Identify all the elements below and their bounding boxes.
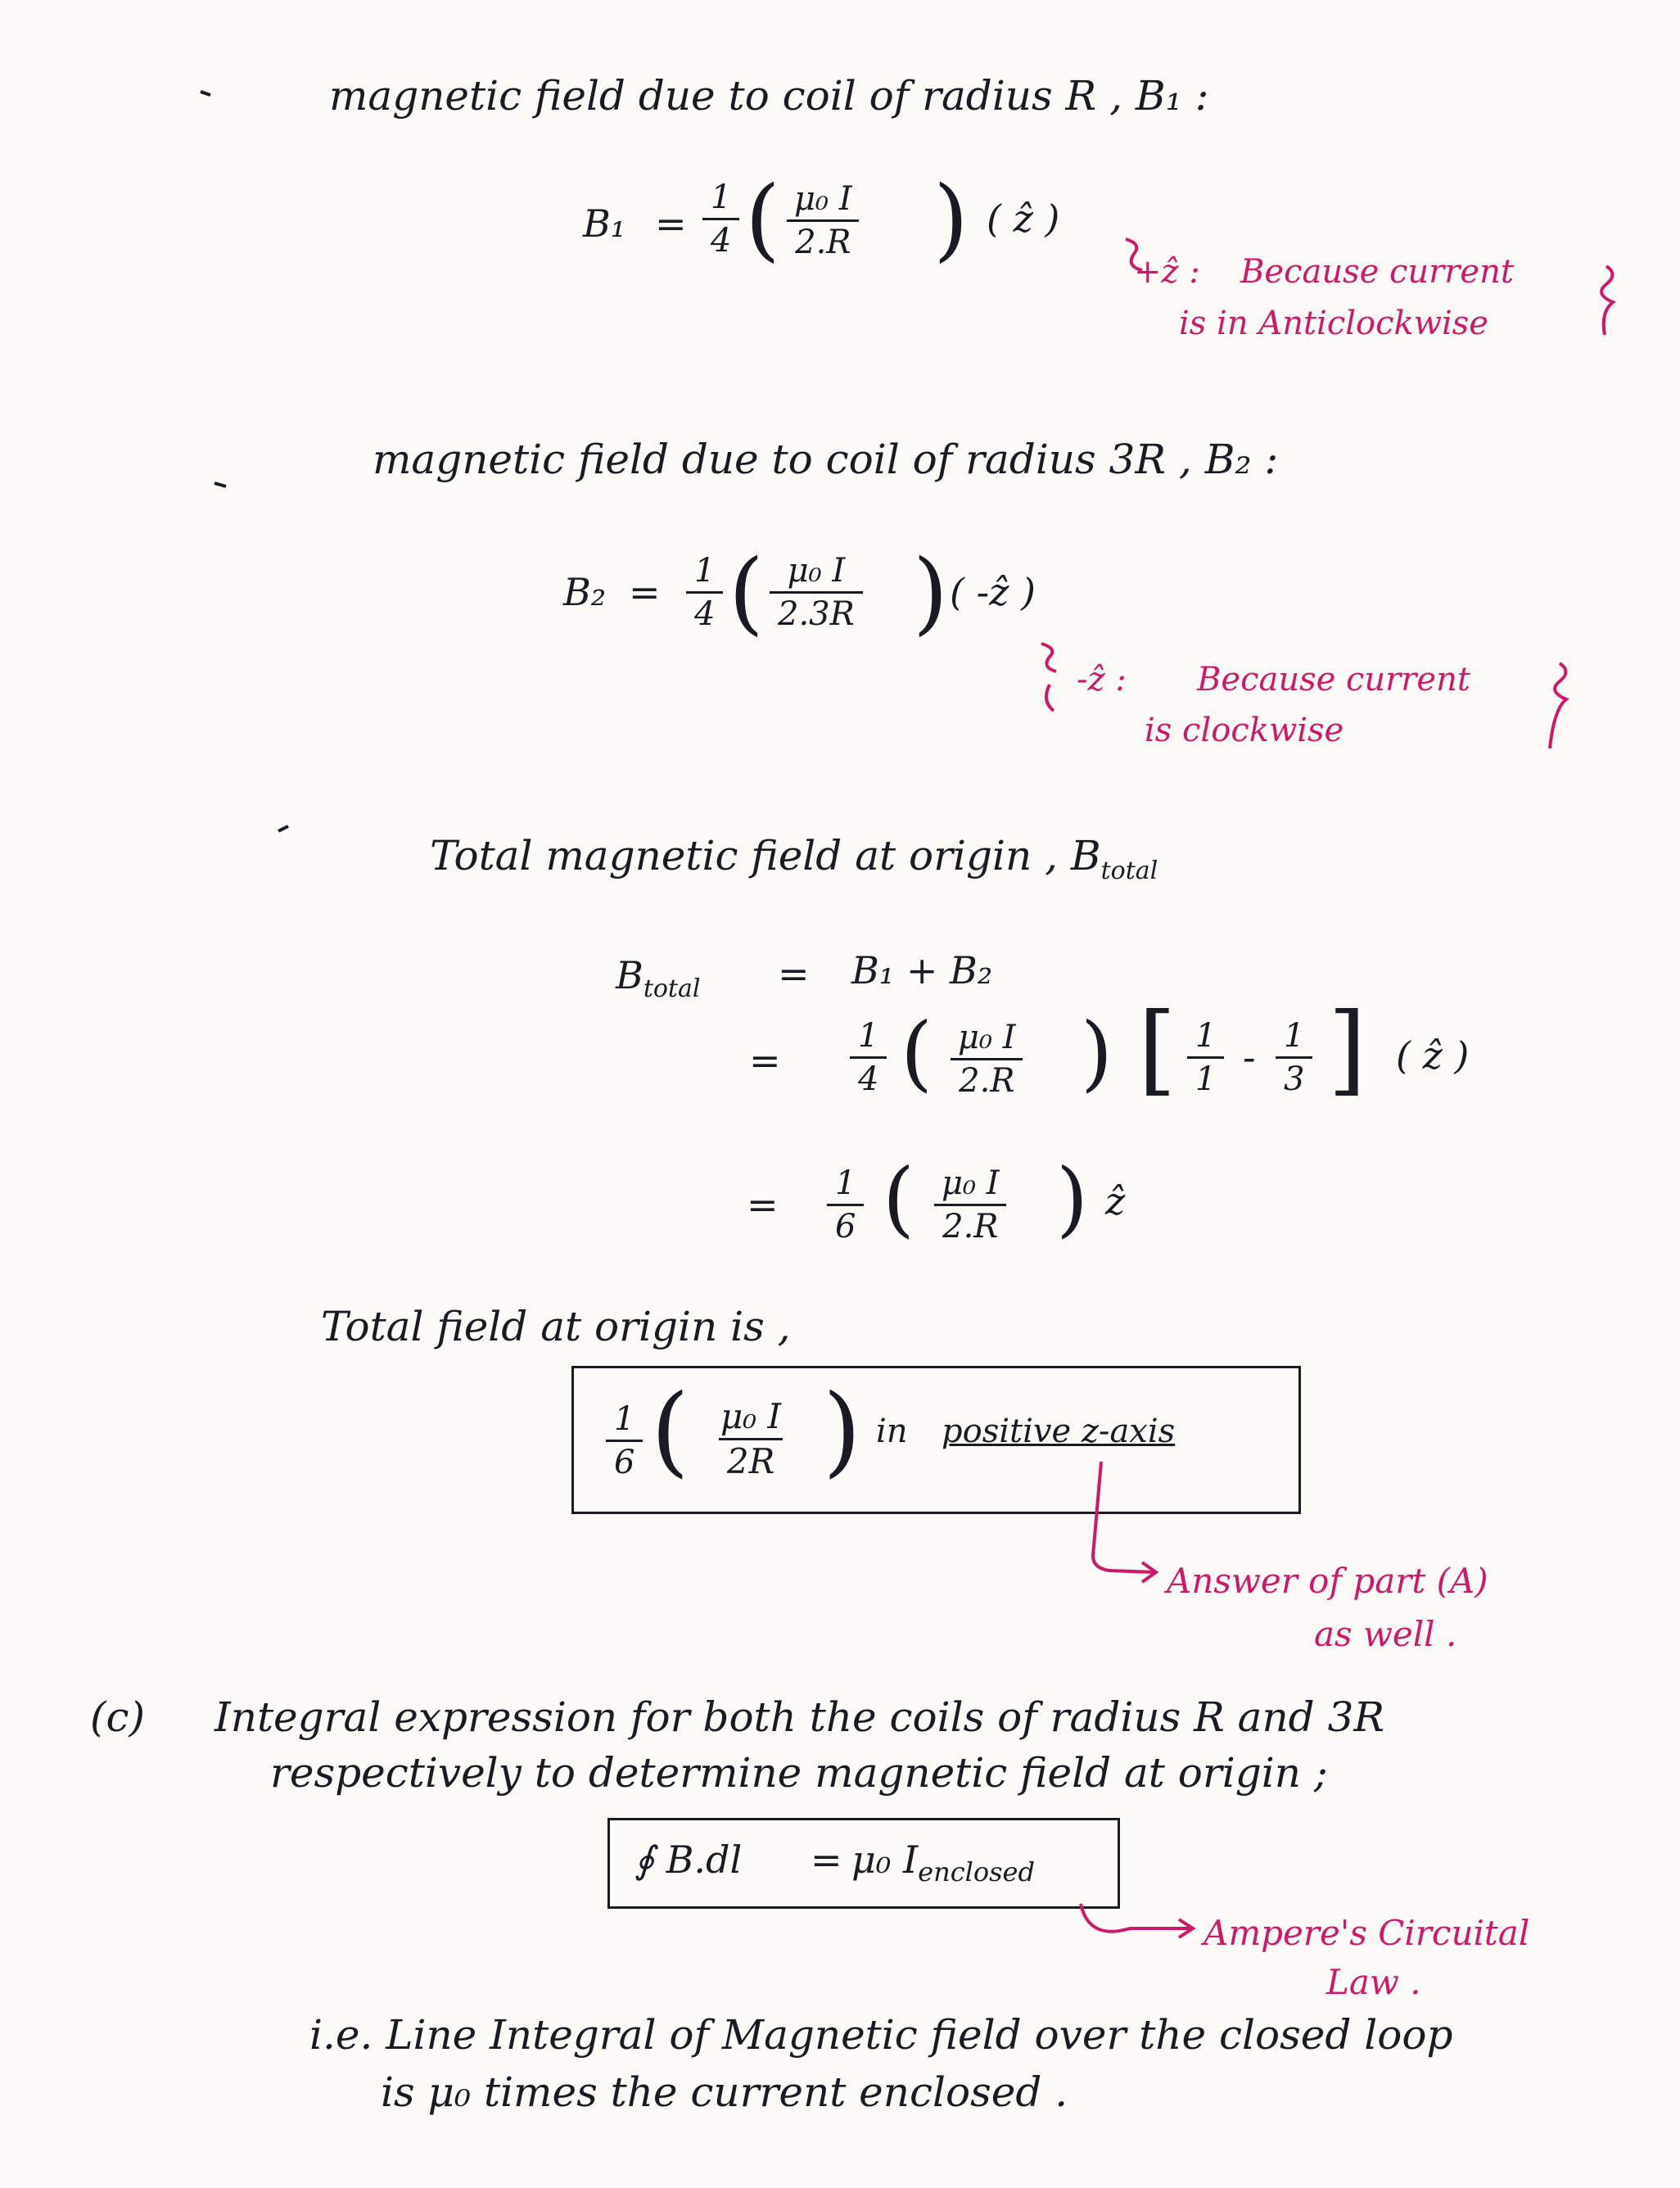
total-open-paren: ( bbox=[901, 1005, 933, 1101]
b1-heading: magnetic field due to coil of radius R , B₁ : bbox=[329, 72, 1209, 120]
total-direction: ( ẑ ) bbox=[1396, 1033, 1470, 1078]
b1-open-paren: ( bbox=[745, 166, 780, 271]
b2-equals: = bbox=[629, 570, 661, 614]
b1-fraction: $\frac{\text{μ₀ I}}{2.R}$ bbox=[786, 182, 860, 260]
answer-in: in bbox=[876, 1413, 908, 1450]
total-equals-1: = bbox=[778, 952, 810, 996]
answer-note-line2: as well . bbox=[1314, 1614, 1457, 1654]
b1-equals: = bbox=[655, 201, 687, 246]
total-heading: Total magnetic field at origin , $B_{total}$ bbox=[430, 832, 1158, 885]
law-arrow bbox=[1081, 1904, 1191, 1932]
total-close-paren: ) bbox=[1081, 1005, 1113, 1101]
total-final-direction: ẑ bbox=[1105, 1179, 1126, 1223]
b1-lhs: B₁ bbox=[583, 201, 626, 246]
ie-line2: is μ₀ times the current enclosed . bbox=[381, 2068, 1068, 2116]
b2-heading: magnetic field due to coil of radius 3R , B₂ : bbox=[373, 436, 1279, 483]
answer-open-paren: ( bbox=[651, 1374, 689, 1488]
law-name-line1: Ampere's Circuital bbox=[1204, 1913, 1530, 1953]
b2-direction: ( -ẑ ) bbox=[950, 570, 1036, 614]
b1-close-paren: ) bbox=[933, 166, 969, 271]
b2-note-line2: is clockwise bbox=[1145, 712, 1344, 749]
total-bracket-minus: - bbox=[1243, 1035, 1256, 1079]
b2-open-paren: ( bbox=[729, 540, 764, 644]
law-lhs: ∮ B.dl bbox=[635, 1838, 743, 1882]
part-c-label: (c) bbox=[90, 1693, 146, 1741]
b2-note-sign: -ẑ : bbox=[1077, 661, 1127, 698]
total-close-bracket: ] bbox=[1328, 992, 1366, 1106]
margin-mark-1 bbox=[201, 92, 210, 95]
answer-intro: Total field at origin is , bbox=[321, 1303, 791, 1350]
b1-note-left-brace bbox=[1126, 239, 1142, 270]
b2-note-line1: Because current bbox=[1197, 661, 1470, 698]
b2-note-right-brace bbox=[1550, 663, 1566, 748]
part-c-line2: respectively to determine magnetic field at origin ; bbox=[270, 1749, 1328, 1797]
b1-note-line1: Because current bbox=[1240, 253, 1514, 291]
answer-close-paren: ) bbox=[823, 1374, 861, 1488]
b1-note-sign: +ẑ : bbox=[1134, 253, 1200, 291]
total-final-fraction: $\frac{\text{μ₀ I}}{2.R}$ bbox=[933, 1166, 1008, 1244]
total-bracket-term-b: $\frac{1}{3}$ bbox=[1276, 1019, 1312, 1096]
law-rhs: μ₀ $I_{enclosed}$ bbox=[851, 1838, 1035, 1888]
total-equals-3: = bbox=[747, 1182, 779, 1227]
total-bracket-term-a: $\frac{1}{1}$ bbox=[1187, 1019, 1224, 1096]
total-equals-2: = bbox=[749, 1038, 781, 1083]
total-final-open-paren: ( bbox=[883, 1151, 915, 1246]
answer-fraction: $\frac{\text{μ₀ I}}{2R}$ bbox=[712, 1399, 789, 1480]
b2-fraction: $\frac{\text{μ₀ I}}{2.3R}$ bbox=[770, 554, 863, 631]
margin-mark-2 bbox=[215, 483, 226, 486]
total-lhs: $B_{total}$ bbox=[616, 953, 701, 1004]
total-coefficient: $\frac{1}{4}$ bbox=[850, 1019, 887, 1096]
total-final-coefficient: $\frac{1}{6}$ bbox=[827, 1166, 864, 1244]
b2-lhs: B₂ bbox=[563, 570, 607, 614]
margin-mark-3 bbox=[278, 826, 288, 831]
total-fraction: $\frac{\text{μ₀ I}}{2.R}$ bbox=[950, 1020, 1024, 1098]
b1-direction: ( ẑ ) bbox=[987, 197, 1060, 241]
answer-direction: positive z-axis bbox=[942, 1413, 1176, 1450]
part-c-line1: Integral expression for both the coils of radius R and 3R bbox=[215, 1693, 1385, 1741]
ie-line1: i.e. Line Integral of Magnetic field over the closed loop bbox=[309, 2011, 1453, 2059]
answer-arrow bbox=[1093, 1462, 1154, 1572]
b1-coefficient: $\frac{1}{4}$ bbox=[702, 180, 739, 258]
total-sum: B₁ + B₂ bbox=[851, 948, 993, 992]
total-final-close-paren: ) bbox=[1056, 1151, 1089, 1246]
total-open-bracket: [ bbox=[1138, 992, 1176, 1106]
b1-note-line2: is in Anticlockwise bbox=[1179, 305, 1488, 342]
answer-note-line1: Answer of part (A) bbox=[1167, 1561, 1488, 1601]
b2-coefficient: $\frac{1}{4}$ bbox=[686, 554, 723, 631]
b2-close-paren: ) bbox=[913, 540, 948, 644]
law-equals: = bbox=[811, 1838, 842, 1882]
b1-note-right-brace bbox=[1601, 266, 1613, 335]
b2-note-left-brace bbox=[1041, 644, 1056, 711]
answer-coefficient: $\frac{1}{6}$ bbox=[606, 1402, 643, 1480]
law-name-line2: Law . bbox=[1326, 1962, 1421, 2002]
